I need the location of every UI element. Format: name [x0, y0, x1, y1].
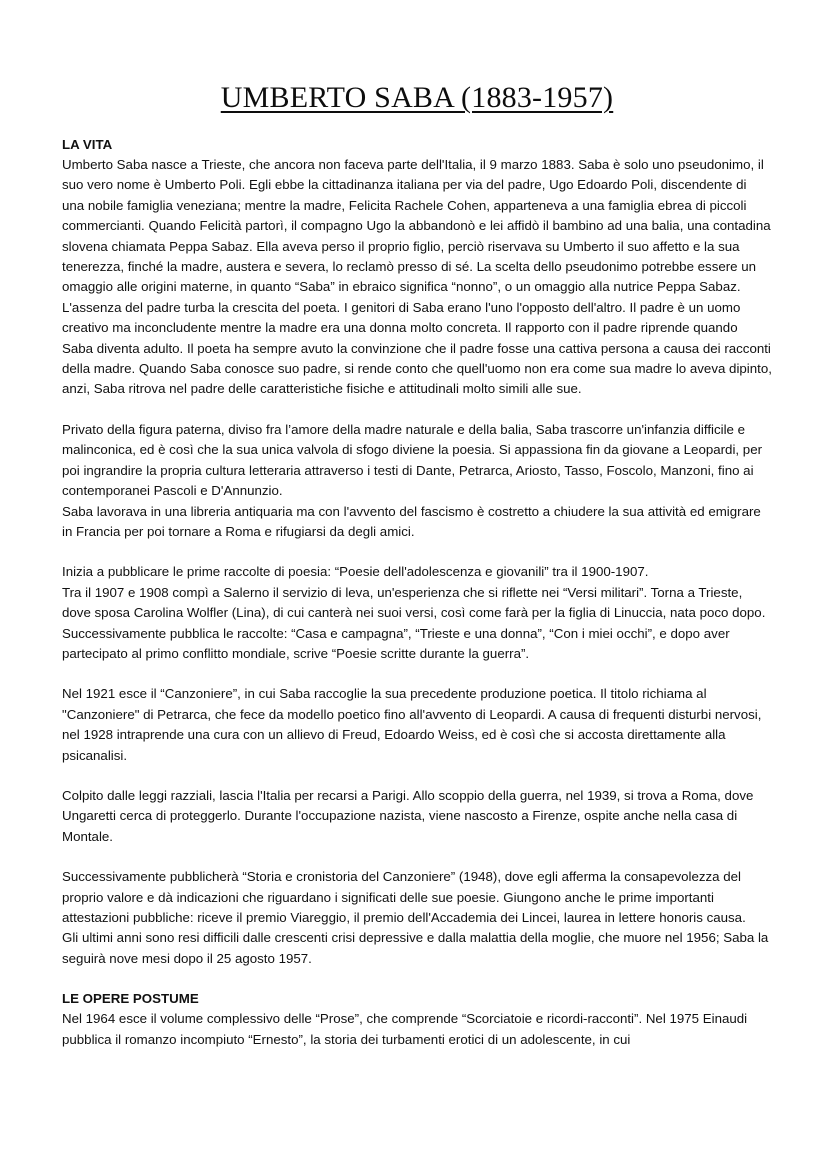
paragraph-military-service: Tra il 1907 e 1908 compì a Salerno il servizio di leva, un'esperienza che si riflette nei “Versi militari”. Torna a Trieste, dove sposa Carolina Wolfler (Lina), di cui canterà nei suoi versi, così come farà per la figlia di Linuccia, nata poco dopo. Successivamente pubblica le raccolte: “Casa e campagna”, “Trieste e una donna”, “Con i miei occhi”, e dopo aver partecipato al primo conflitto mondiale, scrive “Poesie scritte durante la guerra”.	[62, 584, 766, 661]
paragraph-first-poems: Inizia a pubblicare le prime raccolte di poesia: “Poesie dell'adolescenza e giovanili” tra il 1900-1907.	[62, 564, 649, 580]
section-la-vita	[62, 135, 772, 969]
paragraph-posthumous-works: Nel 1964 esce il volume complessivo delle “Prose”, che comprende “Scorciatoie e ricordi-racconti”. Nel 1975 Einaudi pubblica il romanzo incompiuto “Ernesto”, la storia dei turbamenti erotici di un adolescente, in cui	[62, 1011, 748, 1047]
paragraph-racial-laws: Colpito dalle leggi razziali, lascia l'Italia per recarsi a Parigi. Allo scoppio della guerra, nel 1939, si trova a Roma, dove Ungaretti cerca di proteggerlo. Durante l'occupazione nazista, viene nascosto a Firenze, ospite anche nella casa di Montale.	[62, 787, 754, 844]
paragraph-storia-cronistoria: Successivamente pubblicherà “Storia e cronistoria del Canzoniere” (1948), dove egli afferma la consapevolezza del proprio valore e dà indicazioni che riguardano i significati delle sue poesie. Giungono anche le prime importanti attestazioni pubbliche: riceve il premio Viareggio, il premio dell'Accademia dei Lincei, laurea in lettere honoris causa.	[62, 869, 746, 925]
paragraph-last-years: Gli ultimi anni sono resi difficili dalle crescenti crisi depressive e dalla malattia della moglie, che muore nel 1956; Saba la seguirà nove mesi dopo il 25 agosto 1957.	[62, 930, 769, 966]
document-page	[62, 0, 772, 1050]
section-heading-la-vita: LA VITA	[62, 137, 113, 152]
document-title: UMBERTO SABA (1883-1957)	[220, 81, 614, 114]
paragraph-biography-intro: Umberto Saba nasce a Trieste, che ancora non faceva parte dell'Italia, il 9 marzo 1883. Saba è solo uno pseudonimo, il suo vero nome è Umberto Poli. Egli ebbe la cittadinanza italiana per via del padre, Ugo Edoardo Poli, discendente di una nobile famiglia veneziana; mentre la madre, Felicita Rachele Cohen, apparteneva a una famiglia ebrea di piccoli commercianti. Quando Felicità partorì, il compagno Ugo la abbandonò e lei affidò il bambino ad una balia, una contadina slovena chiamata Peppa Sabaz. Ella aveva perso il proprio figlio, perciò riservava su Umberto il suo affetto e la sua tenerezza, finché la madre, austera e severa, lo reclamò presso di sé. La scelta dello pseudonimo potrebbe essere un omaggio alle origini materne, in quanto “Saba” in ebraico significa “nonno”, o un omaggio alla nutrice Peppa Sabaz. L'assenza del padre turba la crescita del poeta. I genitori di Saba erano l'uno l'opposto dell'altro. Il padre è un uomo creativo ma inconcludente mentre la madre era una donna molto concreta. Il rapporto con il padre riprende quando Saba diventa adulto. Il poeta ha sempre avuto la convinzione che il padre fosse una cattiva persona a causa dei racconti della madre. Quando Saba conosce suo padre, si rende conto che quell'uomo non era come sua madre lo aveva dipinto, anzi, Saba ritrova nel padre delle caratteristiche fisiche e attitudinali molto simili alle sue.	[62, 157, 772, 397]
paragraph-childhood: Privato della figura paterna, diviso fra l’amore della madre naturale e della balia, Saba trascorre un'infanzia difficile e malinconica, ed è così che la sua unica valvola di sfogo diviene la poesia. Si appassiona fin da giovane a Leopardi, per poi ingrandire la propria cultura letteraria attraverso i testi di Dante, Petrarca, Ariosto, Tasso, Foscolo, Manzoni, fino ai contemporanei Pascoli e D'Annunzio.	[62, 421, 763, 499]
section-opere-postume	[62, 989, 772, 1050]
paragraph-bookshop: Saba lavorava in una libreria antiquaria ma con l'avvento del fascismo è costretto a chiudere la sua attività ed emigrare in Francia per poi tornare a Roma e rifugiarsi da degli amici.	[62, 503, 761, 539]
paragraph-canzoniere: Nel 1921 esce il “Canzoniere”, in cui Saba raccoglie la sua precedente produzione poetica. Il titolo richiama al "Canzoniere" di Petrarca, che fece da modello poetico fino all'avvento di Leopardi. A causa di frequenti disturbi nervosi, nel 1928 intraprende una cura con un allievo di Freud, Edoardo Weiss, ed è così che si accosta direttamente alla psicanalisi.	[62, 686, 762, 763]
section-heading-opere-postume: LE OPERE POSTUME	[62, 991, 199, 1007]
